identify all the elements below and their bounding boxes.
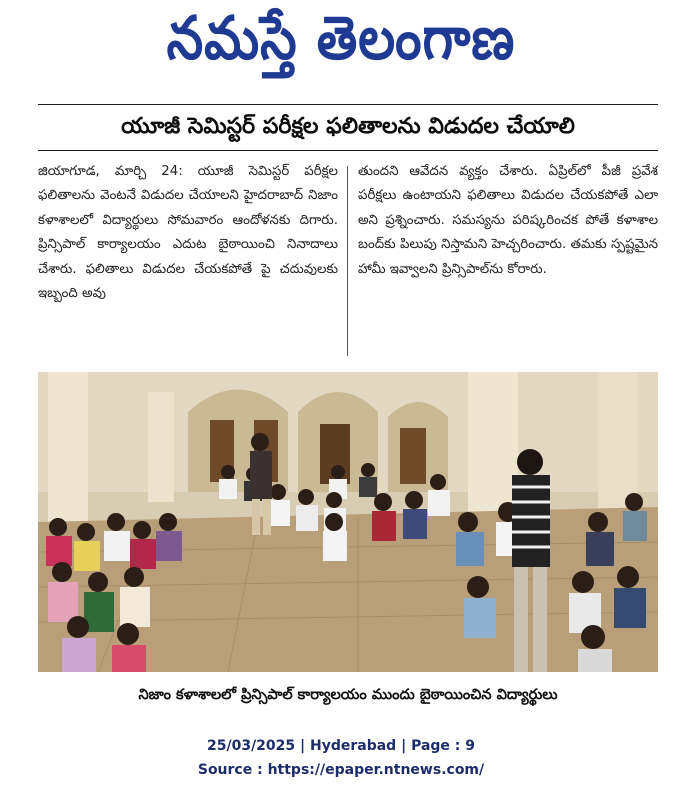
headline-bottom-rule [38, 150, 658, 151]
headline-top-rule [38, 104, 658, 105]
article-headline: యూజీ సెమిస్టర్ పరీక్షల ఫలితాలను విడుదల చేయాలి [121, 114, 575, 139]
article-column-1: జియాగూడ, మార్చి 24: యూజీ సెమిస్టర్ పరీక్షల ఫలితాలను వెంటనే విడుదల చేయాలని హైదరాబాద్ నిజాం కళాశాలలో విద్యార్థులు సోమవారం ఆందోళనకు దిగారు. ప్రిన్సిపాల్ కార్యాలయం ఎదుట బైఠాయించి నినాదాలు చేశారు. ఫలితాలు విడుదల చేయకపోతే పై చదువులకు ఇబ్బంది అవు [38, 164, 338, 302]
photo-caption: నిజాం కళాశాలలో ప్రిన్సిపాల్ కార్యాలయం ముందు బైఠాయించిన విద్యార్థులు [138, 687, 558, 703]
article-body [38, 160, 658, 360]
source-line: Source : https://epaper.ntnews.com/ [197, 762, 485, 778]
masthead [0, 0, 682, 92]
article-column-2: తుందని ఆవేదన వ్యక్తం చేశారు. ఏప్రిల్‌లో పీజీ ప్రవేశ పరీక్షలు ఉంటాయని ఫలితాలు విడుదల చేయకపోతే ఎలా అని ప్రశ్నించారు. సమస్యను పరిష్కరించక పోతే కళాశాల బంద్‌కు పిలుపు నిస్తామని హెచ్చరించారు. తమకు స్పష్టమైన హామీ ఇవ్వాలని ప్రిన్సిపాల్‌ను కోరారు. [358, 164, 658, 277]
dateline: 25/03/2025 | Hyderabad | Page : 9 [206, 738, 476, 754]
news-photo [38, 372, 658, 672]
column-divider [347, 166, 348, 356]
newspaper-logo: నమస్తే తెలంగాణ [166, 4, 516, 74]
